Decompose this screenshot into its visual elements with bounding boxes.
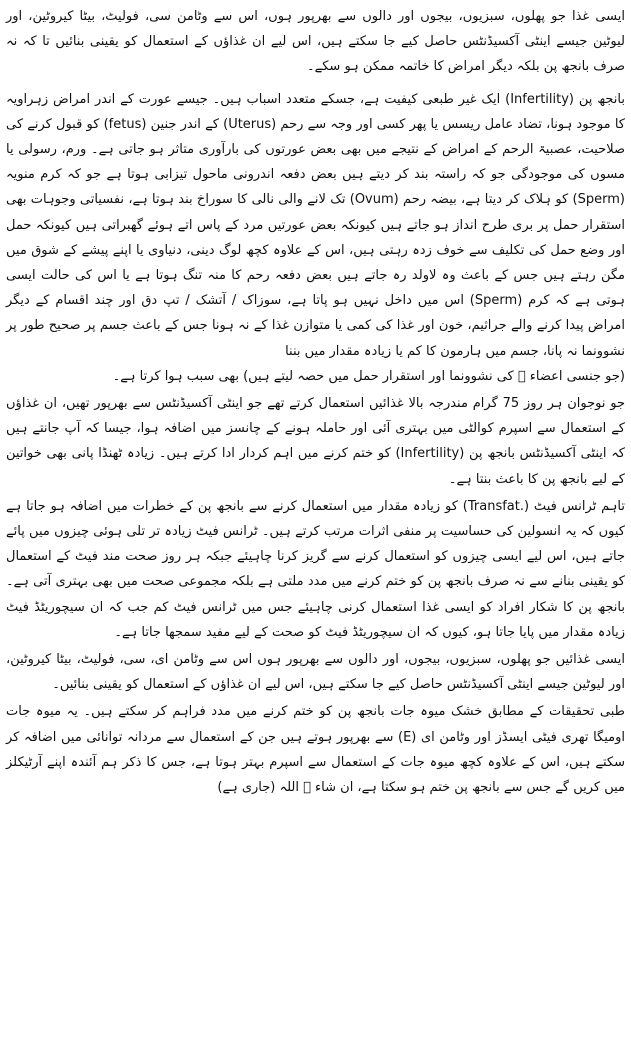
paragraph-dry-fruits: طبی تحقیقات کے مطابق خشک میوہ جات بانجھ پن کو ختم کرنے میں مدد فراہم کر سکتے ہیں۔ یہ میوہ جات اومیگا تھری فیٹی ایسڈز اور وٹامن ای (E) سے بھرپور ہوتے ہیں جن کے استعمال سے مردانہ توانائی میں اضافہ کر سکتے ہیں، اس کے علاوہ کچھ میوہ جات کے استعمال سے اسپرم بہتر ہوتا ہے، جس کا ذکر ہم آئندہ اپنے آرٹیکلز میں کریں گے جس سے بانجھ پن ختم ہو سکتا ہے، ان شاء ⃞ اللہ (جاری ہے) [6,704,625,796]
paragraph-sperm-quality: جو نوجوان ہر روز 75 گرام مندرجہ بالا غذائیں استعمال کرتے تھے جو اینٹی آکسیڈنٹس سے بھرپور تھیں، ان غذاؤں کے استعمال سے اسپرم کوالٹی میں بہتری آئی اور حاملہ ہونے کے چانسز میں اضافہ ہوا، جیسا کہ آپ جانتے ہیں کہ اینٹی آکسیڈنٹس بانجھ پن (Infertility) کو ختم کرنے میں اہم کردار ادا کرتے ہیں۔ زیادہ ٹھنڈا پانی بھی خواتین کے لیے بانجھ پن کا باعث بنتا ہے۔ [6,396,625,487]
paragraph-antioxidant-foods: ایسی غذا جو پھلوں، سبزیوں، بیجوں اور دالوں سے بھرپور ہوں، اس سے وٹامن سی، فولیٹ، بیٹا کیروٹین، اور لیوٹین جیسے اینٹی آکسیڈنٹس حاصل کیے جا سکتے ہیں، اس لیے ان غذاؤں کے استعمال کو یقینی بنائیں تا کہ نہ صرف بانجھ پن بلکہ دیگر امراض کا خاتمہ ممکن ہو سکے۔ [6,9,625,75]
paragraph-reproductive-organs: (جو جنسی اعضاء ⃞ کی نشوونما اور استقرار حمل میں حصہ لیتے ہیں) بھی سبب ہوا کرتا ہے۔ [112,368,625,384]
paragraph-antioxidant-vitamins: ایسی غذائیں جو پھلوں، سبزیوں، بیجوں، اور دالوں سے بھرپور ہوں اس سے وٹامن ای، سی، فولیٹ، بیٹا کیروٹین، اور لیوٹین جیسے اینٹی آکسیڈنٹس حاصل کیے جا سکتے ہیں، اس لیے ان غذاؤں کے استعمال کو یقینی بنائیں۔ [6,652,625,693]
paragraph-infertility-causes: بانجھ پن (Infertility) ایک غیر طبعی کیفیت ہے، جسکے متعدد اسباب ہیں۔ جیسے عورت کے اندر امراض زہراویہ کا موجود ہونا، تضاد عامل ریسس یا پھر کسی اور وجہ سے رحم (Uterus) کے اندر جنین (fetus) کو قبول کرنے کی صلاحیت، عصبیۃ الرحم کے امراض کے نتیجے میں بھی بعض عورتوں کی بارآوری متاثر ہو جاتی ہے۔ ورم، رسولی یا مسوں کی موجودگی جو کہ راستہ بند کر دیتے ہیں بعض دفعہ اندرونی ماحول تیزابی ہوتا ہے جو کہ کرم منویہ (Sperm) کو ہلاک کر دیتا ہے، بیضہ رحم (Ovum) تک لانے والی نالی کا سوراخ بند ہوتا ہے، نفسیاتی وجوہات بھی استقرار حمل پر بری طرح انداز ہو جاتے ہیں کیونکہ بعض عورتیں مرد کے پاس اتے ہوئے گھبراتی ہیں کیونکہ حمل اور وضع حمل کی تکلیف سے خوف زدہ رہتی ہیں، اس کے علاوہ کچھ لوگ دینی، دنیاوی یا اپنے پیشے کے شوق میں مگن رہتے ہیں جس کے باعث وہ لاولد رہ جاتے ہیں بعض دفعہ رحم کا منہ تنگ ہوتا ہے یا اس کی حالت ایسی ہوتی ہے کہ کرم (Sperm) اس میں داخل نہیں ہو پاتا ہے، سوزاک / آتشک / تپ دق اور چند اقسام کے دیگر امراض پیدا کرنے والے جراثیم، خون اور غذا کی کمی یا متوازن غذا کے نہ ہونا جس کے باعث جسم پر صحیح طور پر نشوونما نہ پانا، جسم میں ہارمون کا کم یا زیادہ مقدار میں بننا [6,91,626,359]
paragraph-transfat: تاہم ٹرانس فیٹ (.Transfat) کو زیادہ مقدار میں استعمال کرنے سے بانجھ پن کے خطرات میں اضافہ ہو جاتا ہے کیوں کہ یہ انسولین کی حساسیت پر منفی اثرات مرتب کرتے ہیں۔ ٹرانس فیٹ زیادہ تر تلی ہوئی چیزوں میں پائے جاتے ہیں، اس لیے ایسی چیزوں کو استعمال کرنے سے گریز کرنا چاہیئے جبکہ ہر روز صحت مند فیٹ کے استعمال کو یقینی بنانے سے نہ صرف بانجھ پن کو ختم کرنے میں مدد ملتی ہے بلکہ مجموعی صحت میں بھی بہتری آتی ہے۔ بانجھ پن کا شکار افراد کو ایسی غذا استعمال کرنی چاہیئے جس میں ٹرانس فیٹ کم جب کہ ان سیچوریٹڈ فیٹ زیادہ مقدار میں پایا جاتا ہو، کیوں کہ ان سیچوریٹڈ فیٹ کو صحت کے لیے مفید سمجھا جاتا ہے۔ [6,498,625,640]
